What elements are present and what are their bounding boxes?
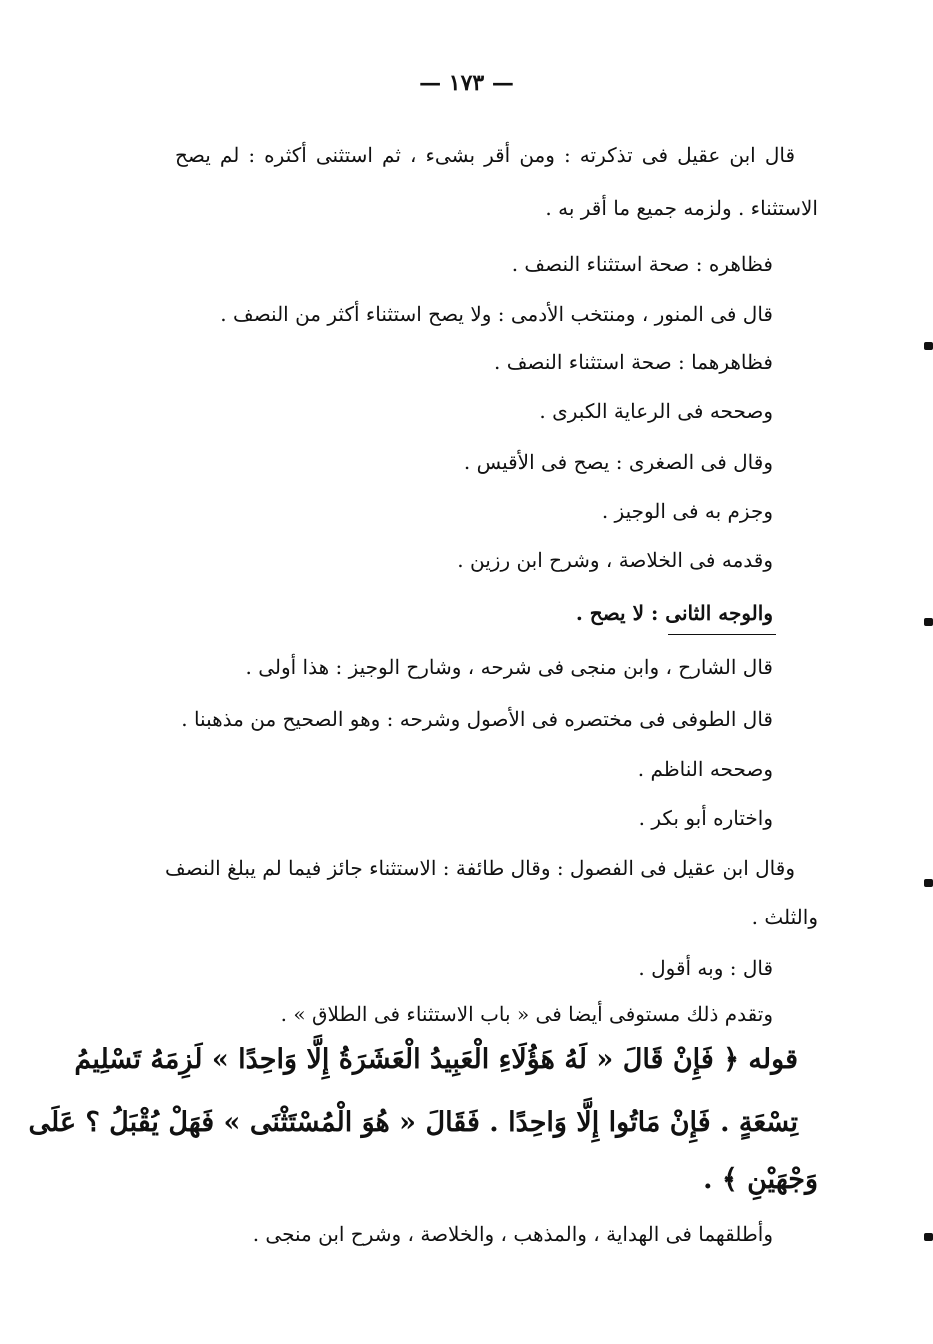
margin-mark bbox=[924, 879, 933, 887]
text-line-11: قال الشارح ، وابن منجى فى شرحه ، وشارح الوجيز : هذا أولى . bbox=[245, 655, 773, 679]
text-line-6: وصححه فى الرعاية الكبرى . bbox=[539, 399, 773, 423]
text-line-18: وتقدم ذلك مستوفى أيضا فى « باب الاستثناء فى الطلاق » . bbox=[280, 1002, 773, 1026]
matn-line-1: قوله ﴿ فَإِنْ قَالَ « لَهُ هَؤُلَاءِ الْعَبِيدُ الْعَشَرَةُ إِلَّا وَاحِدًا » لَزِمَهُ تَسْلِيمُ bbox=[74, 1044, 798, 1075]
section-heading: والوجه الثانى : لا يصح . bbox=[575, 601, 773, 625]
text-line-22: وأطلقهما فى الهداية ، والمذهب ، والخلاصة ، وشرح ابن منجى . bbox=[252, 1222, 773, 1246]
text-line-8: وجزم به فى الوجيز . bbox=[601, 499, 773, 523]
text-line-9: وقدمه فى الخلاصة ، وشرح ابن رزين . bbox=[457, 548, 773, 572]
text-line-13: وصححه الناظم . bbox=[637, 757, 773, 781]
text-line-14: واختاره أبو بكر . bbox=[638, 806, 773, 830]
page-number: — ١٧٣ — bbox=[419, 70, 514, 96]
margin-mark bbox=[924, 1233, 933, 1241]
text-line-7: وقال فى الصغرى : يصح فى الأقيس . bbox=[463, 450, 773, 474]
margin-mark bbox=[924, 618, 933, 626]
text-line-17: قال : وبه أقول . bbox=[638, 956, 773, 980]
text-line-3: فظاهره : صحة استثناء النصف . bbox=[511, 252, 773, 276]
text-line-4: قال فى المنور ، ومنتخب الأدمى : ولا يصح استثناء أكثر من النصف . bbox=[220, 302, 773, 326]
text-line-16: والثلث . bbox=[751, 905, 818, 929]
text-line-5: فظاهرهما : صحة استثناء النصف . bbox=[494, 350, 773, 374]
text-line-15: وقال ابن عقيل فى الفصول : وقال طائفة : الاستثناء جائز فيما لم يبلغ النصف bbox=[164, 856, 795, 880]
text-line-1: قال ابن عقيل فى تذكرته : ومن أقر بشىء ، ثم استثنى أكثره : لم يصح bbox=[175, 143, 795, 167]
margin-mark bbox=[924, 342, 933, 350]
heading-underline bbox=[668, 634, 776, 635]
text-line-12: قال الطوفى فى مختصره فى الأصول وشرحه : وهو الصحيح من مذهبنا . bbox=[181, 707, 773, 731]
matn-line-3: وَجْهَيْنِ ﴾ . bbox=[703, 1164, 818, 1195]
matn-line-2: تِسْعَةٍ . فَإِنْ مَاتُوا إِلَّا وَاحِدًا . فَقَالَ « هُوَ الْمُسْتَثْنَى » فَهَلْ يُقْبَلُ ؟ عَلَى bbox=[28, 1107, 798, 1138]
text-line-2: الاستثناء . ولزمه جميع ما أقر به . bbox=[545, 196, 818, 220]
